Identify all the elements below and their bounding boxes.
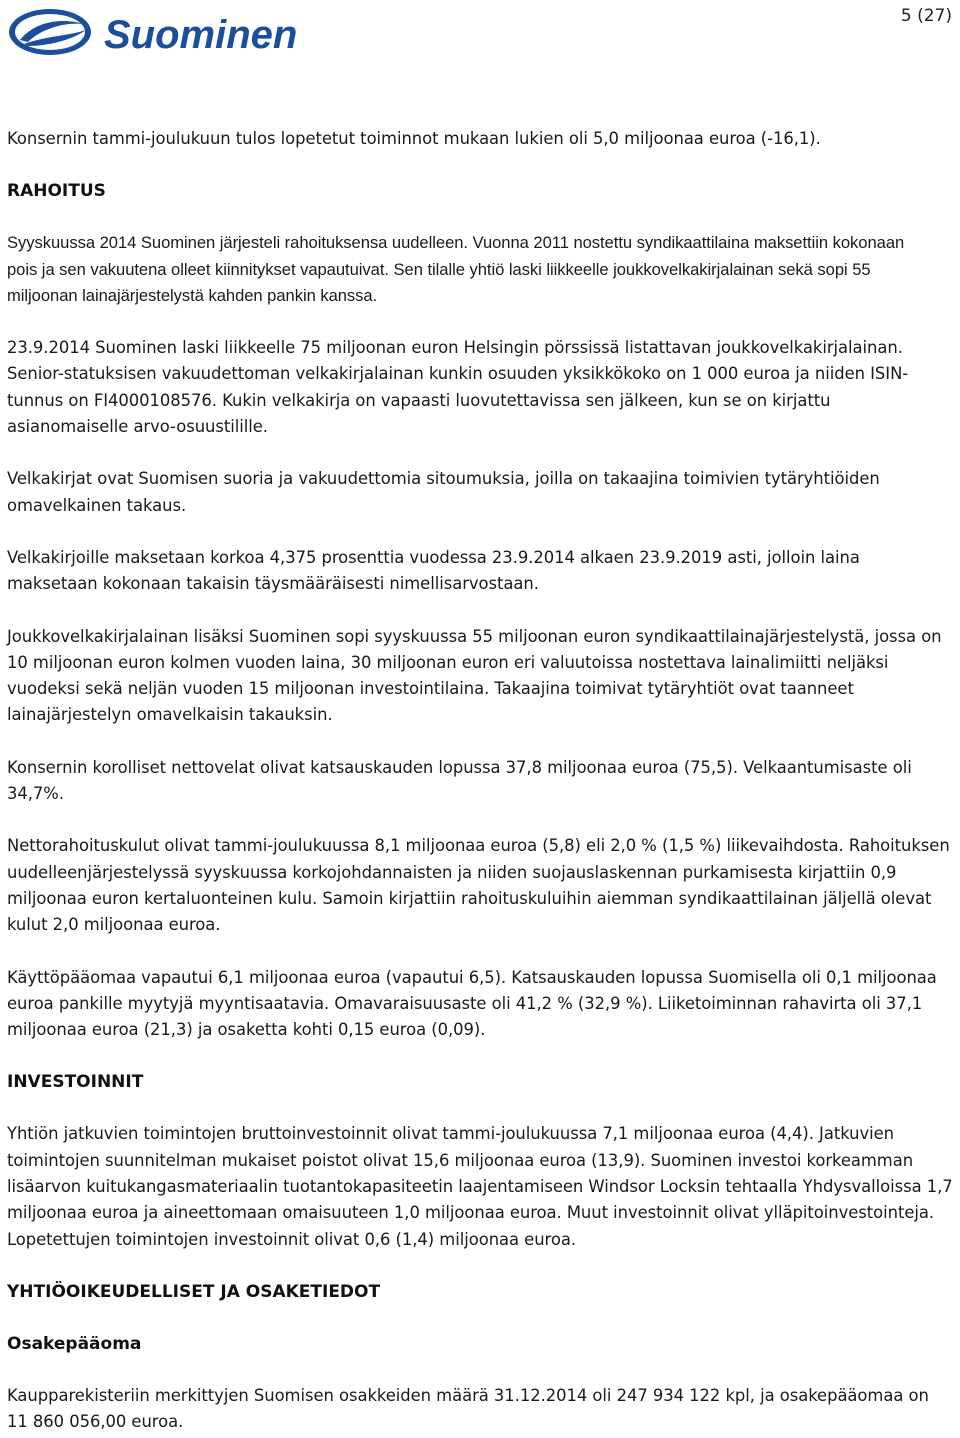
suominen-logo-icon bbox=[6, 6, 326, 58]
paragraph-rahoitus-2: 23.9.2014 Suominen laski liikkeelle 75 miljoonan euron Helsingin pörssissä listattavan joukkovelkakirjalainan. Senior-statuksisen vakuudettoman velkakirjalainan kunkin osuuden yksikkökoko on 1 000 euroa ja niiden ISIN-tunnus on FI4000108576. Kukin velkakirja on vapaasti luovutettavissa sen jälkeen, kun se on kirjattu asianomaiselle arvo-osuustilille. bbox=[7, 338, 909, 437]
paragraph-velkakirjat: Velkakirjat ovat Suomisen suoria ja vakuudettomia sitoumuksia, joilla on takaajina toimivien tytäryhtiöiden omavelkainen takaus. bbox=[7, 469, 880, 515]
paragraph-nettovelat: Konsernin korolliset nettovelat olivat katsauskauden lopussa 37,8 miljoonaa euroa (75,5). Velkaantumisaste oli 34,7%. bbox=[7, 757, 912, 804]
paragraph-tulos: Konsernin tammi-joulukuun tulos lopetetut toiminnot mukaan lukien oli 5,0 miljoonaa euroa (-16,1). bbox=[7, 129, 821, 148]
paragraph-investoinnit: Yhtiön jatkuvien toimintojen bruttoinvestoinnit olivat tammi-joulukuussa 7,1 miljoonaa euroa (4,4). Jatkuvien toimintojen suunnitelman mukaiset poistot olivat 15,6 miljoonaa euroa (13,9). Suominen investoi korkeamman lisäarvon kuitukangasmateriaalin tuotantokapasiteetin laajentamiseen Windsor Locksin tehtaalla Yhdysvalloissa 1,7 miljoonaa euroa ja aineettomaan omaisuuteen 1,0 miljoonaa euroa. Muut investoinnit olivat ylläpitoinvestointeja. Lopetettujen toimintojen investoinnit olivat 0,6 (1,4) miljoonaa euroa. bbox=[7, 1124, 953, 1249]
heading-osakepaaoma: Osakepääoma bbox=[7, 1333, 142, 1354]
suominen-logo bbox=[6, 6, 326, 58]
page-header bbox=[0, 0, 960, 70]
heading-rahoitus: RAHOITUS bbox=[7, 181, 106, 202]
paragraph-korko: Velkakirjoille maksetaan korkoa 4,375 prosenttia vuodessa 23.9.2014 alkaen 23.9.2019 asti, jolloin laina maksetaan kokonaan takaisin täysmääräisesti nimellisarvostaan. bbox=[7, 547, 860, 594]
document-body bbox=[7, 126, 953, 1436]
paragraph-kayttopaaoma: Käyttöpääomaa vapautui 6,1 miljoonaa euroa (vapautui 6,5). Katsauskauden lopussa Suomisella oli 0,1 miljoonaa euroa pankille myytyjä myyntisaatavia. Omavaraisuusaste oli 41,2 % (32,9 %). Liiketoiminnan rahavirta oli 37,1 miljoonaa euroa (21,3) ja osaketta kohti 0,15 euroa (0,09). bbox=[7, 967, 937, 1040]
logo-wordmark: Suominen bbox=[104, 13, 298, 57]
page-number: 5 (27) bbox=[900, 6, 952, 26]
paragraph-osakepaaoma: Kaupparekisteriin merkittyjen Suomisen osakkeiden määrä 31.12.2014 oli 247 934 122 kpl, ja osakepääomaa on 11 860 056,00 euroa. bbox=[7, 1385, 929, 1432]
heading-investoinnit: INVESTOINNIT bbox=[7, 1072, 144, 1093]
paragraph-rahoitus-1: Syyskuussa 2014 Suominen järjesteli rahoituksensa uudelleen. Vuonna 2011 nostettu syndikaattilaina maksettiin kokonaan pois ja sen vakuutena olleet kiinnitykset vapautuivat. Sen tilalle yhtiö laski liikkeelle joukkovelkakirjalainan sekä sopi 55 miljoonan lainajärjestelystä kahden pankin kanssa. bbox=[7, 233, 905, 305]
paragraph-syndikaatti: Joukkovelkakirjalainan lisäksi Suominen sopi syyskuussa 55 miljoonan euron syndikaattilainajärjestelystä, jossa on 10 miljoonan euron kolmen vuoden laina, 30 miljoonan euron eri valuutoissa nostettava lainalimiitti neljäksi vuodeksi sekä neljän vuoden 15 miljoonan investointilaina. Takaajina toimivat tytäryhtiöt ovat taanneet lainajärjestelyn omavelkaisin takauksin. bbox=[7, 626, 942, 725]
heading-yhtiooikeudelliset: YHTIÖOIKEUDELLISET JA OSAKETIEDOT bbox=[7, 1281, 381, 1302]
paragraph-rahoituskulut: Nettorahoituskulut olivat tammi-joulukuussa 8,1 miljoonaa euroa (5,8) eli 2,0 % (1,5 %) liikevaihdosta. Rahoituksen uudelleenjärjestelyssä syyskuussa korkojohdannaisten ja niiden suojauslaskennan purkamisesta kirjattiin 0,9 miljoonaa euron kertaluonteinen kulu. Samoin kirjattiin rahoituskuluihin aiemman syndikaattilainan jäljellä olevat kulut 2,0 miljoonaa euroa. bbox=[7, 836, 950, 935]
